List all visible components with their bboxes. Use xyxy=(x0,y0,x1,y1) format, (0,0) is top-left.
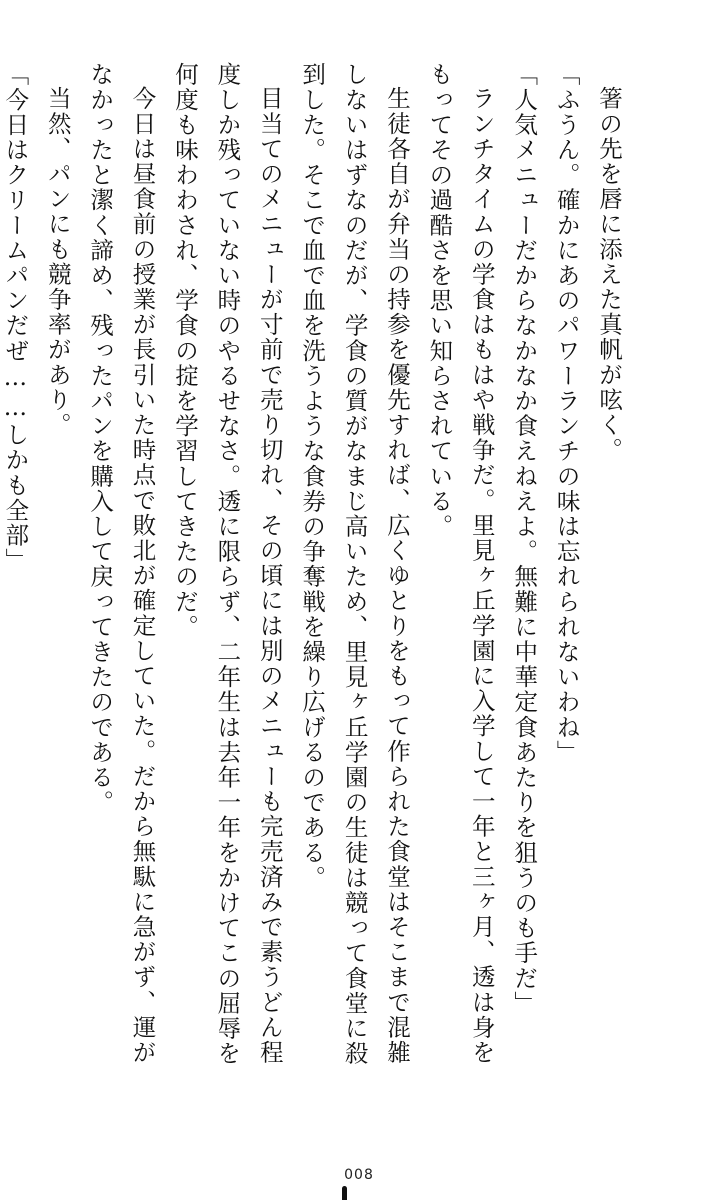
text-line: 到した。そこで血で血を洗うような食券の争奪戦を繰り広げるのである。 xyxy=(298,62,327,891)
text-line: 当然、パンにも競争率があり。 xyxy=(43,85,72,437)
text-line: ランチタイムの学食はもはや戦争だ。里見ヶ丘学園に入学して一年と三ヶ月、透は身を xyxy=(467,85,496,1065)
text-line: 今日は昼食前の授業が長引いた時点で敗北が確定していた。だから無駄に急がず、運が xyxy=(128,85,157,1065)
text-line: 「ふうん。確かにあのパワーランチの味は忘れられないわね」 xyxy=(552,62,581,765)
text-line: 箸の先を唇に添えた真帆が呟く。 xyxy=(595,85,623,462)
page-number: 008 xyxy=(344,1167,374,1183)
text-line: 度しか残っていない時のやるせなさ。透に限らず、二年生は去年一年をかけてこの屈辱を xyxy=(213,62,242,1066)
text-line: しないはずなのだが、学食の質がなまじ高いため、里見ヶ丘学園の生徒は競って食堂に殺 xyxy=(340,62,369,1066)
text-line: 「人気メニューだからなかなか食えねえよ。無難に中華定食あたりを狙うのも手だ」 xyxy=(510,62,539,1016)
text-line: 何度も味わわされ、学食の掟を学習してきたのだ。 xyxy=(170,62,199,640)
text-line: 「今日はクリームパンだぜ……しかも全部」 xyxy=(1,62,30,573)
text-line: なかったと潔く諦め、残ったパンを購入して戻ってきたのである。 xyxy=(86,62,115,815)
text-line: もってその過酷さを思い知らされている。 xyxy=(425,62,454,539)
text-line: 目当てのメニューが寸前で売り切れ、その頃には別のメニューも完売済みで素うどん程 xyxy=(255,85,284,1065)
page-marker xyxy=(342,1186,347,1200)
body-text xyxy=(1,62,630,1102)
text-line: 生徒各自が弁当の持参を優先すれば、広くゆとりをもって作られた食堂はそこまで混雑 xyxy=(382,85,411,1065)
